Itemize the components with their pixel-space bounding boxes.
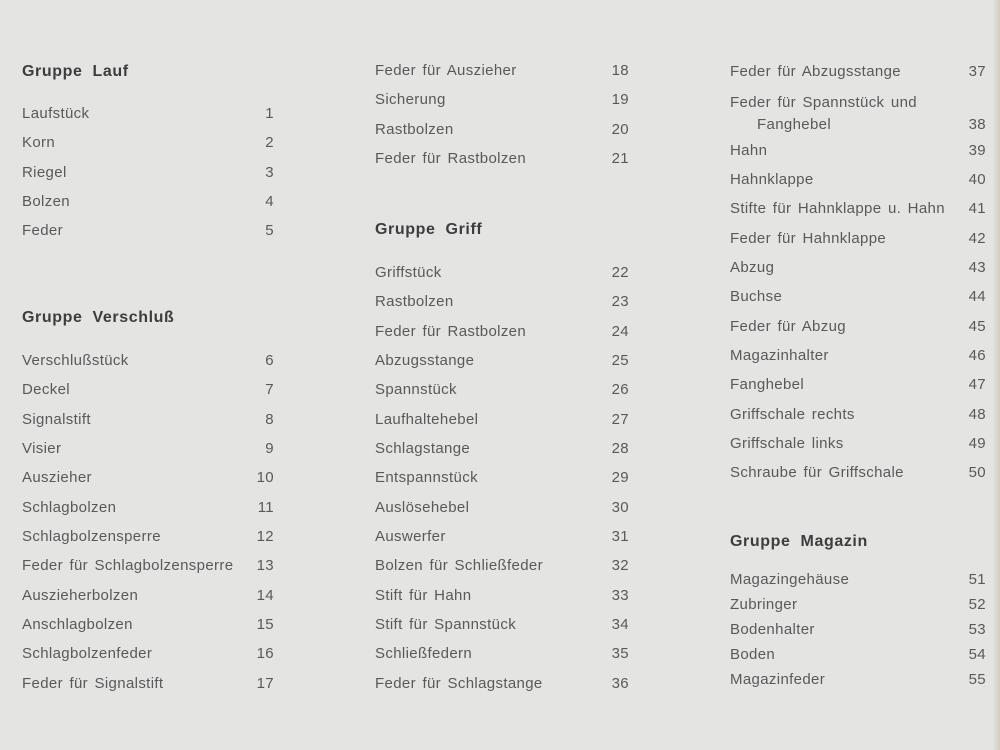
parts-list-row bbox=[730, 312, 986, 341]
parts-list-row bbox=[375, 144, 629, 173]
part-name: Stifte für Hahnklappe u. Hahn bbox=[730, 200, 945, 218]
parts-list-row bbox=[730, 282, 986, 311]
part-number: 8 bbox=[265, 410, 274, 428]
parts-list-row bbox=[730, 165, 986, 194]
part-number: 30 bbox=[611, 498, 629, 516]
group-items-griff-continued bbox=[730, 57, 986, 488]
parts-list-row bbox=[730, 194, 986, 223]
parts-list-row bbox=[22, 375, 274, 404]
part-name: Feder für Signalstift bbox=[22, 674, 164, 692]
part-name: Anschlagbolzen bbox=[22, 616, 133, 634]
group-heading-griff: Gruppe Griff bbox=[375, 221, 483, 238]
parts-list-row bbox=[375, 115, 629, 144]
part-name: Feder für Schlagbolzensperre bbox=[22, 557, 234, 575]
part-name: Schließfedern bbox=[375, 645, 473, 663]
part-number: 41 bbox=[968, 200, 986, 218]
parts-list-row bbox=[22, 463, 274, 492]
part-name: Stift für Spannstück bbox=[375, 616, 517, 634]
part-number: 7 bbox=[265, 381, 274, 399]
part-name: Zubringer bbox=[730, 596, 798, 613]
part-name: Feder für Auszieher bbox=[375, 62, 517, 80]
part-number: 55 bbox=[968, 671, 986, 688]
part-name: Bolzen für Schließfeder bbox=[375, 557, 543, 575]
part-number: 44 bbox=[968, 288, 986, 306]
part-name: Signalstift bbox=[22, 410, 91, 428]
part-number: 2 bbox=[265, 134, 274, 152]
part-name: Rastbolzen bbox=[375, 120, 454, 138]
parts-list-row bbox=[22, 493, 274, 522]
parts-list-row bbox=[22, 128, 274, 157]
part-number: 45 bbox=[968, 317, 986, 335]
group-items-lauf bbox=[22, 99, 274, 246]
part-name: Auszieher bbox=[22, 469, 92, 487]
part-number: 9 bbox=[265, 440, 274, 458]
parts-list-row bbox=[730, 57, 986, 86]
part-name: Feder für Hahnklappe bbox=[730, 229, 887, 247]
parts-list-row bbox=[22, 216, 274, 245]
part-number: 38 bbox=[968, 115, 986, 133]
part-number: 5 bbox=[265, 222, 274, 240]
part-name: Schlagbolzensperre bbox=[22, 528, 161, 546]
parts-list-row bbox=[730, 370, 986, 399]
part-name: Boden bbox=[730, 646, 776, 663]
part-number: 33 bbox=[611, 586, 629, 604]
parts-list-row bbox=[375, 375, 629, 404]
group-items-verschluss bbox=[22, 346, 274, 698]
part-number: 24 bbox=[611, 322, 629, 340]
part-name: Hahn bbox=[730, 141, 768, 159]
part-number: 47 bbox=[968, 376, 986, 394]
part-number: 49 bbox=[968, 435, 986, 453]
part-name: Fanghebel bbox=[730, 376, 805, 394]
part-name: Laufhaltehebel bbox=[375, 410, 479, 428]
part-name: Magazinfeder bbox=[730, 671, 826, 688]
group-heading-lauf: Gruppe Lauf bbox=[22, 63, 129, 80]
parts-list-row bbox=[22, 522, 274, 551]
part-number: 17 bbox=[256, 674, 274, 692]
part-number: 21 bbox=[611, 150, 629, 168]
part-name: Auslösehebel bbox=[375, 498, 470, 516]
parts-list-row bbox=[22, 346, 274, 375]
part-number: 36 bbox=[611, 674, 629, 692]
parts-list-column-2 bbox=[375, 0, 629, 750]
parts-list-row bbox=[22, 551, 274, 580]
part-name: Griffschale links bbox=[730, 435, 844, 453]
part-number: 23 bbox=[611, 293, 629, 311]
part-name: Feder bbox=[22, 222, 63, 240]
parts-list-row bbox=[375, 610, 629, 639]
part-number: 18 bbox=[611, 62, 629, 80]
part-number: 14 bbox=[256, 586, 274, 604]
part-number: 35 bbox=[611, 645, 629, 663]
group-items-verschluss-continued bbox=[375, 56, 629, 173]
part-name: Abzug bbox=[730, 259, 775, 277]
part-name: Entspannstück bbox=[375, 469, 478, 487]
part-name: Feder für Abzugsstange bbox=[730, 63, 901, 81]
part-number: 10 bbox=[256, 469, 274, 487]
page-edge-shadow bbox=[992, 0, 1000, 750]
part-number: 15 bbox=[256, 616, 274, 634]
parts-list-row bbox=[375, 317, 629, 346]
parts-list-row bbox=[375, 346, 629, 375]
part-number: 53 bbox=[968, 621, 986, 638]
part-number: 54 bbox=[968, 646, 986, 663]
part-name: Rastbolzen bbox=[375, 293, 454, 311]
part-number: 32 bbox=[611, 557, 629, 575]
part-number: 52 bbox=[968, 596, 986, 613]
group-items-magazin bbox=[730, 567, 986, 692]
parts-list-row bbox=[375, 669, 629, 698]
parts-list-row bbox=[730, 429, 986, 458]
part-name: Feder für Rastbolzen bbox=[375, 322, 527, 340]
parts-list-row bbox=[730, 458, 986, 487]
parts-list-row bbox=[22, 639, 274, 668]
part-name: Schlagbolzen bbox=[22, 498, 117, 516]
parts-list-row bbox=[375, 493, 629, 522]
part-name: Sicherung bbox=[375, 91, 446, 109]
part-name: Griffstück bbox=[375, 264, 442, 282]
parts-list-row bbox=[730, 617, 986, 642]
part-name: Laufstück bbox=[22, 105, 90, 123]
part-number: 16 bbox=[256, 645, 274, 663]
part-name: Buchse bbox=[730, 288, 783, 306]
part-number: 26 bbox=[611, 381, 629, 399]
parts-list-row bbox=[375, 258, 629, 287]
part-number: 20 bbox=[611, 120, 629, 138]
part-number: 22 bbox=[611, 264, 629, 282]
part-number: 3 bbox=[265, 163, 274, 181]
parts-list-row bbox=[22, 187, 274, 216]
part-number: 43 bbox=[968, 259, 986, 277]
parts-list-row bbox=[375, 581, 629, 610]
part-name: Verschlußstück bbox=[22, 352, 129, 370]
part-number: 27 bbox=[611, 410, 629, 428]
parts-list-row bbox=[22, 669, 274, 698]
part-number: 12 bbox=[256, 528, 274, 546]
part-name: Auszieherbolzen bbox=[22, 586, 139, 604]
part-name: Schraube für Griffschale bbox=[730, 464, 904, 482]
part-name: Bolzen bbox=[22, 193, 70, 211]
parts-list-row bbox=[730, 667, 986, 692]
part-name: Magazinhalter bbox=[730, 347, 829, 365]
part-name: Schlagbolzenfeder bbox=[22, 645, 153, 663]
part-name: Abzugsstange bbox=[375, 352, 475, 370]
part-number: 46 bbox=[968, 347, 986, 365]
part-number: 13 bbox=[256, 557, 274, 575]
part-number: 48 bbox=[968, 405, 986, 423]
parts-list-row bbox=[730, 642, 986, 667]
part-number: 37 bbox=[968, 63, 986, 81]
part-number: 6 bbox=[265, 352, 274, 370]
part-number: 1 bbox=[265, 105, 274, 123]
parts-list-row bbox=[22, 158, 274, 187]
part-name: Spannstück bbox=[375, 381, 457, 399]
parts-list-row bbox=[730, 136, 986, 165]
part-name: Feder für Schlagstange bbox=[375, 674, 543, 692]
group-heading-verschluss: Gruppe Verschluß bbox=[22, 309, 175, 326]
part-number: 51 bbox=[968, 571, 986, 588]
parts-list-row bbox=[730, 400, 986, 429]
parts-list-row bbox=[375, 463, 629, 492]
parts-list-row bbox=[375, 405, 629, 434]
parts-list-row bbox=[375, 522, 629, 551]
part-number: 39 bbox=[968, 141, 986, 159]
part-name: Feder für Abzug bbox=[730, 317, 846, 335]
parts-list-row bbox=[375, 287, 629, 316]
part-number: 28 bbox=[611, 440, 629, 458]
parts-list-row bbox=[22, 405, 274, 434]
part-number: 4 bbox=[265, 193, 274, 211]
parts-list-row bbox=[22, 610, 274, 639]
group-items-griff bbox=[375, 258, 629, 698]
parts-list-row bbox=[375, 639, 629, 668]
part-number: 29 bbox=[611, 469, 629, 487]
part-name: Riegel bbox=[22, 163, 67, 181]
part-name: Feder für Spannstück und Fanghebel bbox=[730, 93, 918, 133]
part-name: Bodenhalter bbox=[730, 621, 815, 638]
parts-list-row bbox=[375, 85, 629, 114]
parts-list-row bbox=[22, 99, 274, 128]
parts-list-row bbox=[730, 567, 986, 592]
part-name: Hahnklappe bbox=[730, 171, 814, 189]
parts-list-row bbox=[730, 341, 986, 370]
part-name: Magazingehäuse bbox=[730, 571, 850, 588]
part-number: 31 bbox=[611, 528, 629, 546]
part-name: Deckel bbox=[22, 381, 70, 399]
group-heading-magazin: Gruppe Magazin bbox=[730, 533, 868, 550]
parts-list-row bbox=[730, 86, 986, 135]
part-name: Schlagstange bbox=[375, 440, 471, 458]
part-name: Stift für Hahn bbox=[375, 586, 472, 604]
parts-list-row bbox=[375, 551, 629, 580]
part-number: 25 bbox=[611, 352, 629, 370]
parts-list-row bbox=[375, 434, 629, 463]
parts-list-column-1 bbox=[22, 0, 274, 750]
parts-list-row bbox=[730, 224, 986, 253]
part-name: Auswerfer bbox=[375, 528, 446, 546]
part-number: 34 bbox=[611, 616, 629, 634]
parts-list-row bbox=[22, 581, 274, 610]
parts-list-row bbox=[730, 592, 986, 617]
parts-list-column-3 bbox=[730, 0, 986, 750]
part-number: 11 bbox=[257, 498, 274, 516]
part-number: 40 bbox=[968, 171, 986, 189]
part-number: 19 bbox=[611, 91, 629, 109]
part-name: Korn bbox=[22, 134, 56, 152]
part-number: 50 bbox=[968, 464, 986, 482]
part-name: Griffschale rechts bbox=[730, 405, 855, 423]
part-name: Feder für Rastbolzen bbox=[375, 150, 527, 168]
parts-list-row bbox=[375, 56, 629, 85]
parts-list-row bbox=[22, 434, 274, 463]
part-name: Visier bbox=[22, 440, 62, 458]
part-number: 42 bbox=[968, 229, 986, 247]
parts-list-row bbox=[730, 253, 986, 282]
